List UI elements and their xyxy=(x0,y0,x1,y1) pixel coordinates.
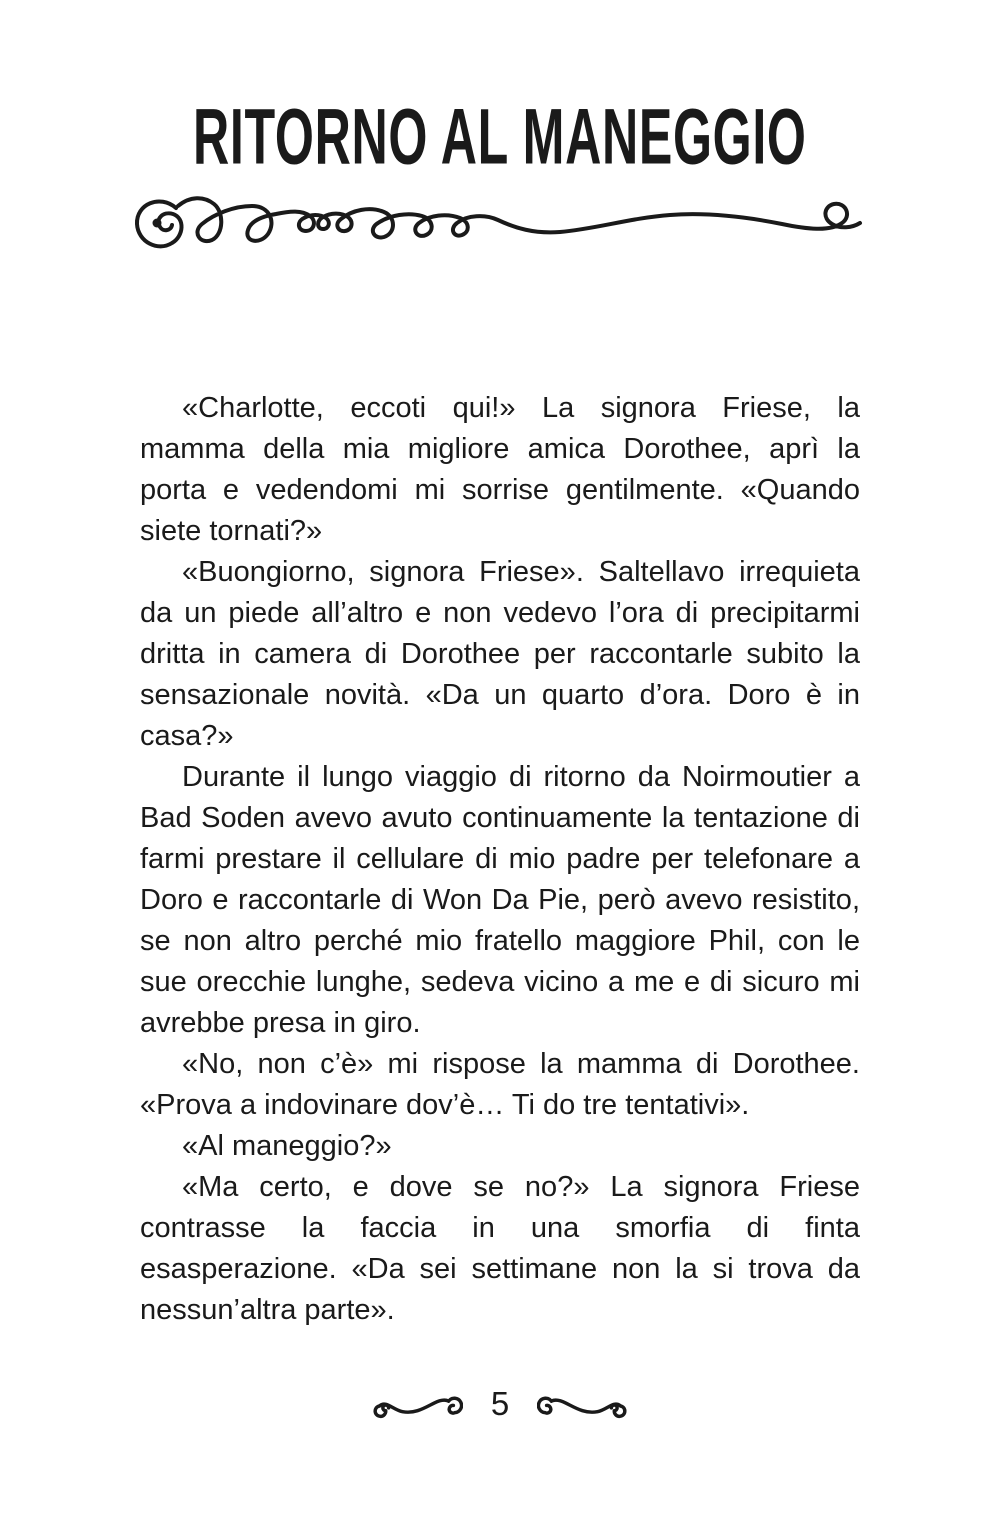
chapter-header xyxy=(0,92,1000,182)
body-paragraph: «No, non c’è» mi rispose la mamma di Dorothee. «Prova a indovinare dov’è… Ti do tre tentativi». xyxy=(140,1048,860,1121)
body-paragraph: «Al maneggio?» xyxy=(182,1130,392,1162)
body-paragraph: «Ma certo, e dove se no?» La signora Friese contrasse la faccia in una smorfia di finta esasperazione. «Da sei settimane non la si trova da nessun’altra parte». xyxy=(140,1171,860,1326)
footer-flourish-left-icon xyxy=(367,1384,463,1424)
body-text xyxy=(140,388,860,1331)
body-paragraph: Durante il lungo viaggio di ritorno da Noirmoutier a Bad Soden avevo avuto continuamente la tentazione di farmi prestare il cellulare di mio padre per telefonare a Doro e raccontarle di Won Da Pie, però avevo resistito, se non altro perché mio fratello maggiore Phil, con le sue orecchie lunghe, sedeva vicino a me e di sicuro mi avrebbe presa in giro. xyxy=(140,761,860,1039)
page-number: 5 xyxy=(490,1385,510,1422)
chapter-title: RITORNO AL MANEGGIO xyxy=(193,92,807,182)
chapter-divider-squiggle-icon xyxy=(130,192,870,256)
footer-flourish-right-icon xyxy=(537,1384,633,1424)
page-footer xyxy=(0,1384,1000,1424)
body-paragraph: «Buongiorno, signora Friese». Saltellavo irrequieta da un piede all’altro e non vedevo l’ora di precipitarmi dritta in camera di Dorothee per raccontarle subito la sensazionale novità. «Da un quarto d’ora. Doro è in casa?» xyxy=(140,556,860,752)
body-paragraph: «Charlotte, eccoti qui!» La signora Friese, la mamma della mia migliore amica Dorothee, aprì la porta e vedendomi mi sorrise gentilmente. «Quando siete tornati?» xyxy=(140,392,860,547)
